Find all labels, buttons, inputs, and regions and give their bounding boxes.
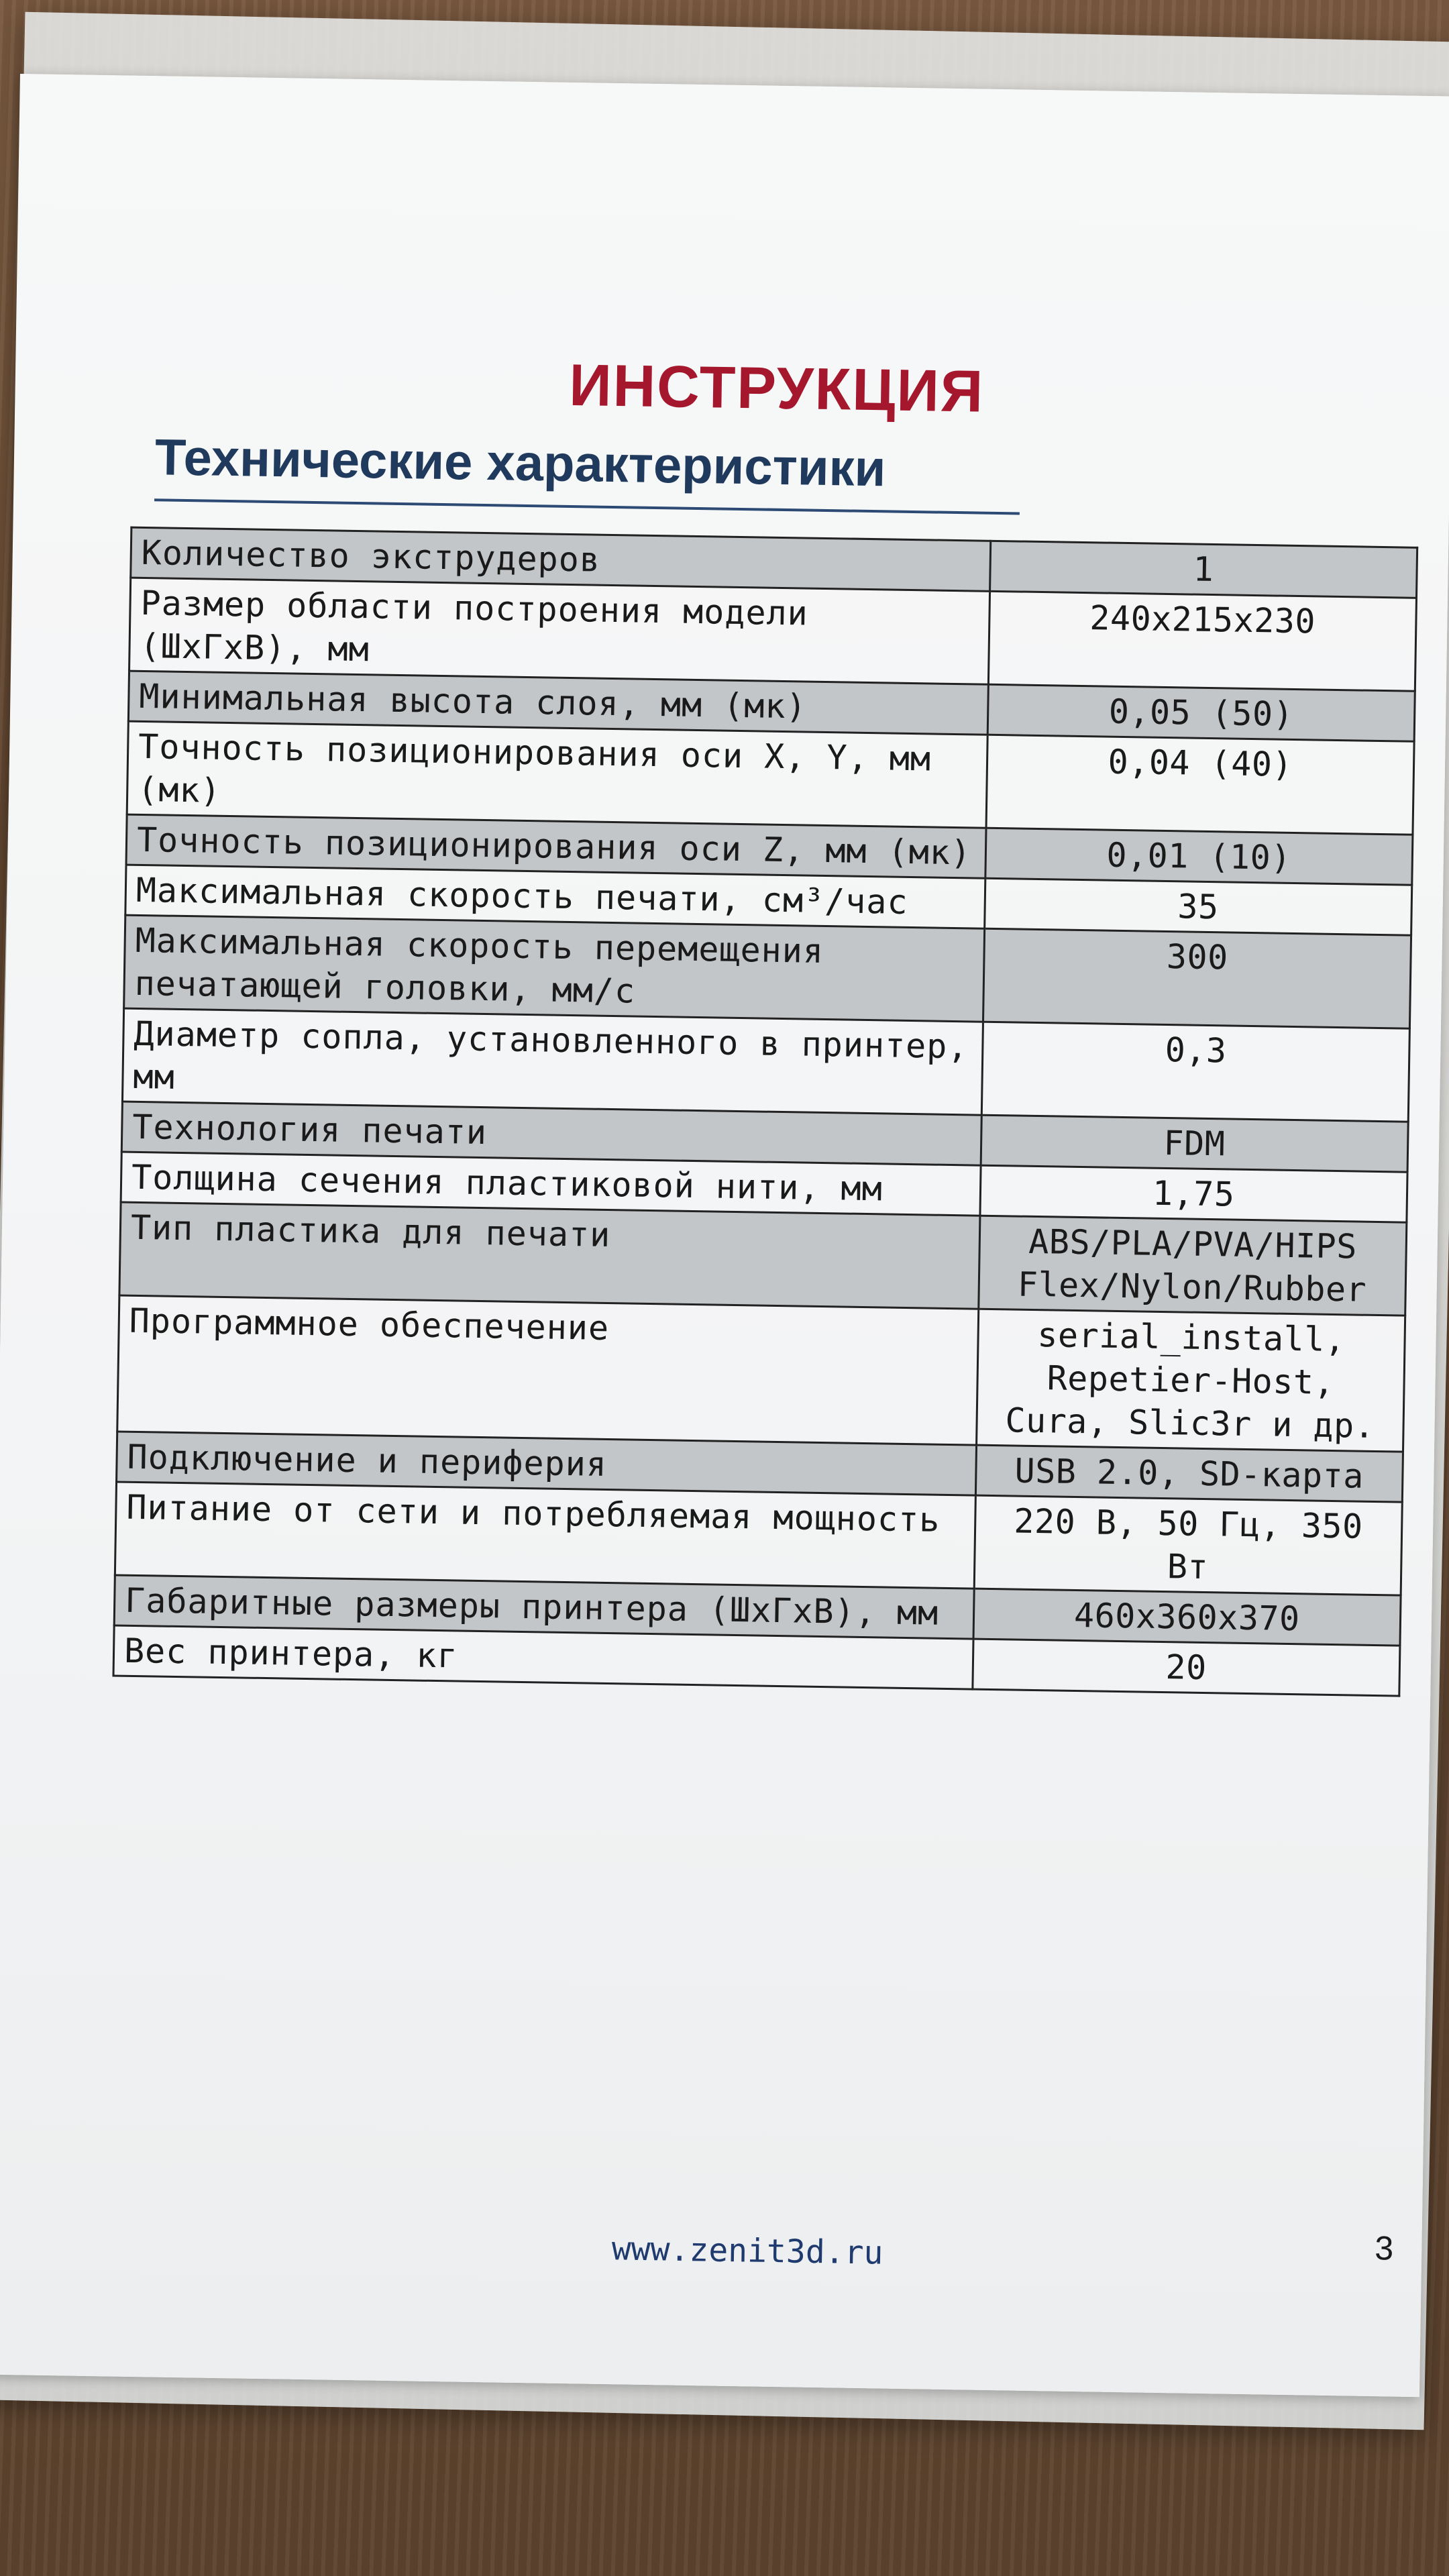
spec-label: Минимальная высота слоя, мм (мк): [128, 671, 988, 735]
spec-value: 240х215х230: [988, 591, 1417, 691]
specifications-table: [112, 527, 1418, 1697]
spec-label: Программное обеспечение: [117, 1295, 979, 1445]
footer-url: www.zenit3d.ru: [611, 2230, 883, 2272]
spec-value: 0,01 (10): [985, 828, 1413, 885]
instruction-page: [0, 74, 1449, 2397]
page-number: 3: [1374, 2229, 1394, 2267]
spec-value: serial_install, Repetier-Host, Cura, Slic3r и др.: [976, 1309, 1405, 1452]
spec-label: Максимальная скорость печати, см³/час: [125, 865, 985, 928]
spec-value: 20: [972, 1639, 1400, 1696]
spec-label: Подключение и периферия: [117, 1432, 977, 1495]
spec-value: FDM: [981, 1115, 1409, 1172]
spec-value: 35: [984, 878, 1412, 935]
spec-label: Габаритные размеры принтера (ШхГхВ), мм: [114, 1575, 974, 1639]
spec-value: 220 В, 50 Гц, 350 Вт: [974, 1495, 1403, 1595]
spec-value: 300: [983, 928, 1411, 1028]
spec-label: Размер области построения модели (ШхГхВ), мм: [129, 578, 990, 684]
spec-value: 1,75: [980, 1165, 1408, 1222]
spec-row: [117, 1295, 1405, 1452]
spec-label: Вес принтера, кг: [113, 1625, 973, 1689]
spec-label: Количество экструдеров: [131, 527, 991, 591]
specifications-table-body: [113, 527, 1417, 1696]
section-heading: Технические характеристики: [154, 428, 1021, 515]
page-content: [121, 276, 1436, 2272]
spec-value: 1: [989, 541, 1417, 598]
spec-value: 0,05 (50): [987, 684, 1415, 741]
spec-value: 460х360х370: [973, 1589, 1401, 1646]
spec-value: USB 2.0, SD-карта: [975, 1445, 1403, 1502]
spec-label: Точность позиционирования оси X, Y, мм (мк): [127, 721, 987, 828]
spec-label: Максимальная скорость перемещения печатающей головки, мм/с: [124, 915, 985, 1022]
spec-label: Питание от сети и потребляемая мощность: [115, 1482, 975, 1589]
document-title: ИНСТРУКЦИЯ: [568, 351, 985, 425]
spec-value: 0,04 (40): [986, 735, 1415, 835]
spec-label: Диаметр сопла, установленного в принтер, мм: [122, 1008, 983, 1115]
spec-label: Точность позиционирования оси Z, мм (мк): [126, 814, 986, 878]
spec-label: Толщина сечения пластиковой нити, мм: [121, 1152, 981, 1216]
spec-label: Тип пластика для печати: [119, 1202, 980, 1309]
spec-value: 0,3: [981, 1022, 1410, 1122]
spec-label: Технология печати: [121, 1102, 981, 1165]
spec-value: ABS/PLA/PVA/HIPS Flex/Nylon/Rubber: [978, 1216, 1407, 1316]
